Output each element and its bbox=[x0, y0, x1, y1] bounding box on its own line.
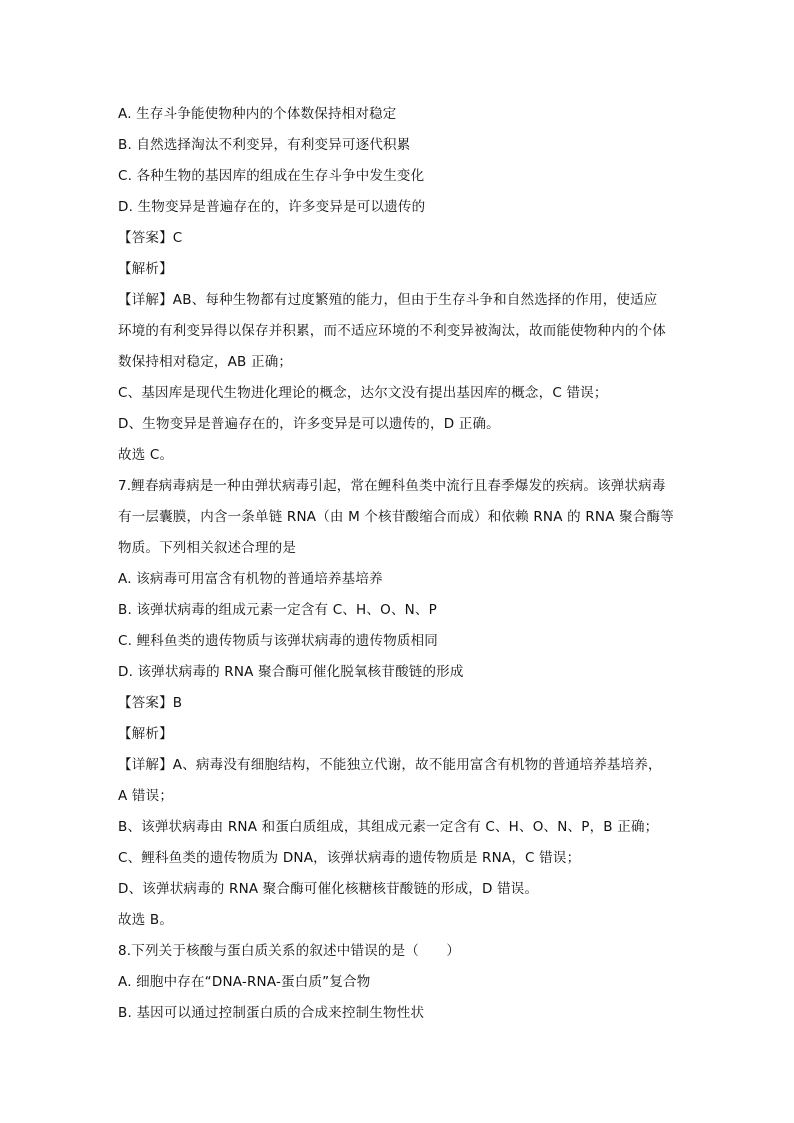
q6-option-c: C. 各种生物的基因库的组成在生存斗争中发生变化 bbox=[118, 168, 425, 184]
q6-analysis-line: D、生物变异是普遍存在的，许多变异是可以遗传的，D 正确。 bbox=[118, 416, 500, 432]
q6-answer: 【答案】C bbox=[118, 230, 183, 246]
q7-analysis-line: B、该弹状病毒由 RNA 和蛋白质组成，其组成元素一定含有 C、H、O、N、P，B 正确； bbox=[118, 819, 659, 835]
q6-analysis-line: C、基因库是现代生物进化理论的概念，达尔文没有提出基因库的概念，C 错误； bbox=[118, 385, 608, 401]
q6-conclusion: 故选 C。 bbox=[118, 447, 174, 463]
q7-option-c: C. 鲤科鱼类的遗传物质与该弹状病毒的遗传物质相同 bbox=[118, 633, 439, 649]
q6-option-a: A. 生存斗争能使物种内的个体数保持相对稳定 bbox=[118, 106, 397, 122]
q7-option-b: B. 该弹状病毒的组成元素一定含有 C、H、O、N、P bbox=[118, 602, 437, 618]
q6-analysis-line: 【详解】AB、每种生物都有过度繁殖的能力，但由于生存斗争和自然选择的作用，使适应 bbox=[118, 292, 658, 308]
q6-option-b: B. 自然选择淘汰不利变异，有利变异可逐代积累 bbox=[118, 137, 411, 153]
q6-analysis-line: 环境的有利变异得以保存并积累，而不适应环境的不利变异被淘汰，故而能使物种内的个体 bbox=[118, 323, 666, 339]
q7-analysis-heading: 【解析】 bbox=[118, 726, 173, 742]
q7-option-d: D. 该弹状病毒的 RNA 聚合酶可催化脱氧核苷酸链的形成 bbox=[118, 664, 464, 680]
q8-option-a: A. 细胞中存在“DNA-RNA-蛋白质”复合物 bbox=[118, 974, 371, 990]
q7-stem-line: 物质。下列相关叙述合理的是 bbox=[118, 540, 297, 556]
q7-analysis-line: D、该弹状病毒的 RNA 聚合酶可催化核糖核苷酸链的形成，D 错误。 bbox=[118, 881, 539, 897]
q7-conclusion: 故选 B。 bbox=[118, 912, 174, 928]
q7-stem-line: 7.鲤春病毒病是一种由弹状病毒引起，常在鲤科鱼类中流行且春季爆发的疾病。该弹状病毒 bbox=[118, 478, 666, 494]
q8-stem: 8.下列关于核酸与蛋白质关系的叙述中错误的是（ ） bbox=[118, 943, 461, 959]
q6-analysis-heading: 【解析】 bbox=[118, 261, 173, 277]
q7-answer: 【答案】B bbox=[118, 695, 183, 711]
q6-analysis-line: 数保持相对稳定，AB 正确； bbox=[118, 354, 293, 370]
q7-option-a: A. 该病毒可用富含有机物的普通培养基培养 bbox=[118, 571, 383, 587]
q8-option-b: B. 基因可以通过控制蛋白质的合成来控制生物性状 bbox=[118, 1005, 425, 1021]
q7-analysis-line: 【详解】A、病毒没有细胞结构，不能独立代谢，故不能用富含有机物的普通培养基培养， bbox=[118, 757, 662, 773]
q7-stem-line: 有一层囊膜，内含一条单链 RNA（由 M 个核苷酸缩合而成）和依赖 RNA 的 RNA 聚合酶等 bbox=[118, 509, 674, 525]
q6-option-d: D. 生物变异是普遍存在的，许多变异是可以遗传的 bbox=[118, 199, 426, 215]
q7-analysis-line: C、鲤科鱼类的遗传物质为 DNA，该弹状病毒的遗传物质是 RNA，C 错误； bbox=[118, 850, 581, 866]
q7-analysis-line: A 错误； bbox=[118, 788, 174, 804]
